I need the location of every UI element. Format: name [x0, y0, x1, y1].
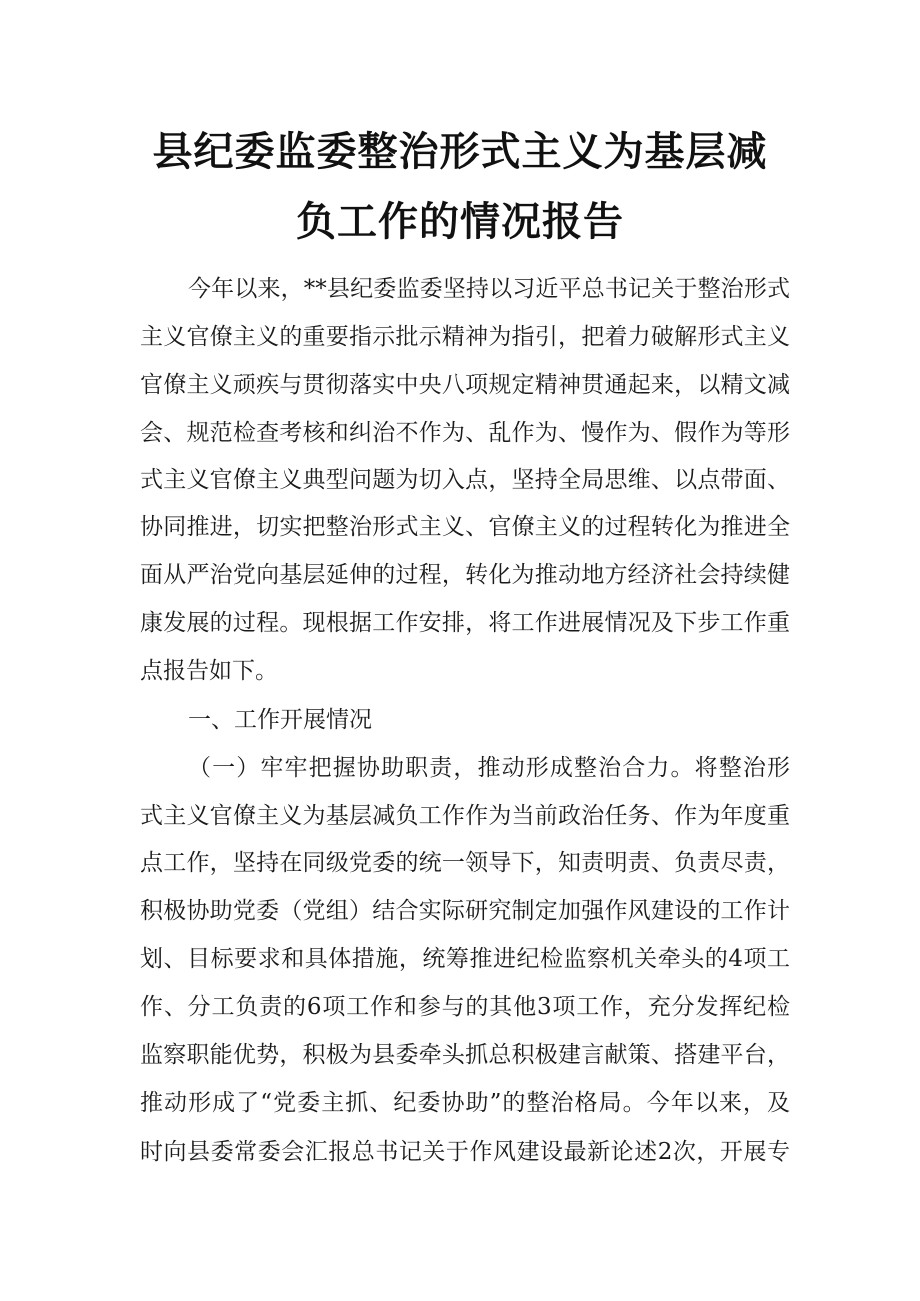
subsection-paragraph-line: 监察职能优势，积极为县委牵头抓总积极建言献策、搭建平台， — [140, 1042, 790, 1068]
subsection-paragraph-line: 积极协助党委（党组）结合实际研究制定加强作风建设的工作计 — [140, 898, 790, 924]
subsection-paragraph-line: （一）牢牢把握协助职责，推动形成整治合力。将整治形 — [188, 755, 790, 781]
intro-paragraph-line: 点报告如下。 — [140, 658, 278, 684]
intro-paragraph-line: 式主义官僚主义典型问题为切入点，坚持全局思维、以点带面、 — [140, 467, 790, 493]
subsection-paragraph-line: 时向县委常委会汇报总书记关于作风建设最新论述2次，开展专 — [140, 1139, 790, 1165]
document-title-line-2: 负工作的情况报告 — [296, 199, 624, 245]
subsection-paragraph-line: 划、目标要求和具体措施，统筹推进纪检监察机关牵头的4项工 — [140, 946, 790, 972]
intro-paragraph-line: 主义官僚主义的重要指示批示精神为指引，把着力破解形式主义 — [140, 324, 790, 350]
subsection-paragraph-line: 点工作，坚持在同级党委的统一领导下，知责明责、负责尽责， — [140, 850, 790, 876]
subsection-paragraph-line: 作、分工负责的6项工作和参与的其他3项工作，充分发挥纪检 — [140, 994, 790, 1020]
intro-paragraph-line: 面从严治党向基层延伸的过程，转化为推动地方经济社会持续健 — [140, 562, 790, 588]
intro-paragraph-line: 协同推进，切实把整治形式主义、官僚主义的过程转化为推进全 — [140, 514, 790, 540]
intro-paragraph-line: 官僚主义顽疾与贯彻落实中央八项规定精神贯通起来，以精文减 — [140, 372, 790, 398]
intro-paragraph-line: 会、规范检查考核和纠治不作为、乱作为、慢作为、假作为等形 — [140, 420, 790, 446]
section-heading: 一、工作开展情况 — [188, 707, 372, 733]
subsection-paragraph-line: 推动形成了“党委主抓、纪委协助”的整治格局。今年以来，及 — [140, 1090, 790, 1116]
intro-paragraph-line: 康发展的过程。现根据工作安排，将工作进展情况及下步工作重 — [140, 610, 790, 636]
document-title-line-1: 县纪委监委整治形式主义为基层减 — [152, 129, 768, 175]
subsection-paragraph-line: 式主义官僚主义为基层减负工作作为当前政治任务、作为年度重 — [140, 803, 790, 829]
intro-paragraph-line: 今年以来，**县纪委监委坚持以习近平总书记关于整治形式 — [188, 276, 790, 302]
